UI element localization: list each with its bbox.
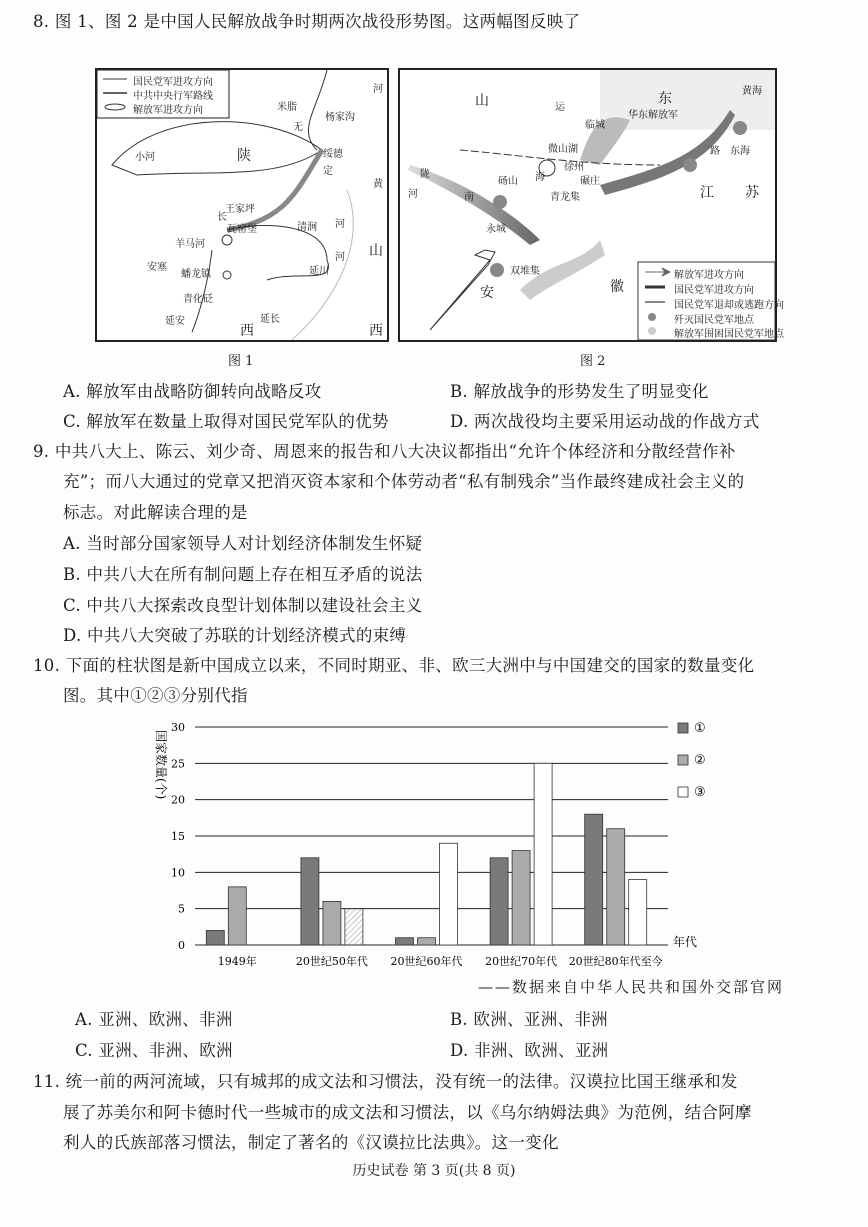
- place-label: 双堆集: [510, 266, 540, 277]
- bar-①-3: [490, 858, 508, 945]
- place-label: 清涧: [297, 222, 317, 233]
- place-label: 南: [464, 192, 474, 203]
- q9-option-c[interactable]: C. 中共八大探索改良型计划体制以建设社会主义: [63, 596, 423, 615]
- legend-2-item: 歼灭国民党军地点: [674, 315, 754, 326]
- place-label: 黄海: [742, 86, 762, 97]
- q9-stem-line: 充”；而八大通过的党章又把消灭资本家和个体劳动者“私有制残余”当作最终建成社会主义的: [63, 472, 745, 491]
- bar-①-4: [585, 814, 603, 945]
- chart-source: ——数据来自中华人民共和国外交部官网: [478, 978, 785, 996]
- bar-②-4: [607, 829, 625, 945]
- q10-stem-line: 10. 下面的柱状图是新中国成立以来，不同时期亚、非、欧三大洲中与中国建交的国家的数量变化: [33, 656, 755, 675]
- place-label: 安: [480, 285, 494, 301]
- place-label: 碾庄: [580, 176, 600, 187]
- legend-1-item: 中共中央行军路线: [133, 91, 213, 102]
- place-label: 徐州: [564, 162, 584, 173]
- q10-option-b[interactable]: B. 欧洲、亚洲、非洲: [450, 1010, 608, 1029]
- place-label: 小河: [135, 152, 155, 163]
- legend-2-item: 国民党军进攻方向: [674, 285, 754, 296]
- y-tick-label: 10: [171, 866, 185, 880]
- place-label: 永城: [486, 224, 506, 235]
- place-label: 无: [293, 122, 303, 133]
- legend-2-item: 解放军围困国民党军地点: [674, 329, 784, 340]
- bar-②-3: [512, 851, 530, 945]
- bar-chart: [0, 710, 868, 990]
- legend-1-item: 国民党军进攻方向: [133, 77, 213, 88]
- place-label: 山: [475, 93, 489, 109]
- bar-①-2: [396, 938, 414, 945]
- place-label: 东海: [730, 146, 750, 157]
- q8-option-d[interactable]: D. 两次战役均主要采用运动战的作战方式: [450, 412, 760, 431]
- place-label: 河: [335, 219, 345, 230]
- q10-option-d[interactable]: D. 非洲、欧洲、亚洲: [450, 1041, 609, 1060]
- place-label: 陕: [237, 148, 251, 164]
- q9-option-b[interactable]: B. 中共八大在所有制问题上存在相互矛盾的说法: [63, 565, 423, 584]
- x-tick-label: 20世纪50年代: [295, 955, 368, 968]
- legend-1-item: 解放军进攻方向: [133, 105, 203, 116]
- place-label: 青龙集: [550, 192, 580, 203]
- place-label: 延安: [165, 316, 185, 327]
- place-label: 山: [369, 243, 383, 259]
- place-label: 陇: [420, 169, 430, 180]
- y-axis-label: 国家数量(个): [154, 730, 168, 800]
- y-tick-label: 0: [178, 939, 185, 952]
- place-label: 王家坪: [225, 204, 255, 215]
- legend-label: ②: [694, 753, 706, 768]
- y-tick-label: 30: [171, 721, 185, 734]
- place-label: 安塞: [147, 262, 167, 273]
- place-label: 延川: [309, 266, 329, 277]
- q9-stem-line: 9. 中共八大上、陈云、刘少奇、周恩来的报告和八大决议都指出“允许个体经济和分散经营作补: [33, 442, 736, 461]
- page-footer: 历史试卷 第 3 页(共 8 页): [352, 1163, 516, 1179]
- q9-option-d[interactable]: D. 中共八大突破了苏联的计划经济模式的束缚: [63, 626, 407, 645]
- place-label: 砀山: [498, 176, 518, 187]
- q10-option-a[interactable]: A. 亚洲、欧洲、非洲: [75, 1010, 233, 1029]
- q10-option-c[interactable]: C. 亚洲、非洲、欧洲: [75, 1041, 233, 1060]
- place-label: 西: [240, 323, 254, 339]
- legend-label: ③: [694, 785, 706, 800]
- place-label: 米脂: [277, 102, 297, 113]
- place-label: 绥德: [323, 149, 343, 160]
- y-tick-label: 5: [178, 902, 185, 916]
- x-tick-label: 20世纪80年代至今: [568, 955, 663, 968]
- q8-option-b[interactable]: B. 解放战争的形势发生了明显变化: [450, 382, 709, 401]
- place-label: 东: [658, 91, 672, 107]
- place-label: 西: [369, 323, 383, 339]
- bar-③-1: [345, 909, 363, 945]
- legend-2-item: 解放军进攻方向: [674, 270, 744, 281]
- x-tick-label: 1949年: [217, 955, 257, 968]
- q8-stem: 8. 图 1、图 2 是中国人民解放战争时期两次战役形势图。这两幅图反映了: [33, 12, 581, 31]
- legend-swatch: [678, 755, 688, 765]
- q11-stem-line: 展了苏美尔和阿卡德时代一些城市的成文法和习惯法，以《乌尔纳姆法典》为范例，结合阿摩: [63, 1103, 752, 1122]
- place-label: 黄: [373, 179, 383, 190]
- place-label: 延长: [260, 314, 280, 325]
- place-label: 江: [700, 185, 714, 201]
- bar-②-1: [323, 901, 341, 945]
- q9-option-a[interactable]: A. 当时部分国家领导人对计划经济体制发生怀疑: [63, 534, 423, 553]
- bar-①-1: [301, 858, 319, 945]
- place-label: 河: [373, 84, 383, 95]
- x-tick-label: 20世纪70年代: [485, 955, 558, 968]
- legend-swatch: [678, 723, 688, 733]
- figure-1-caption: 图 1: [228, 354, 254, 369]
- bar-③-2: [440, 843, 458, 945]
- y-tick-label: 25: [171, 757, 185, 771]
- place-label: 蟠龙镇: [181, 269, 211, 280]
- figure-2-caption: 图 2: [580, 354, 606, 369]
- place-label: 河: [408, 189, 418, 200]
- place-label: 羊马河: [175, 239, 205, 250]
- place-label: 临城: [585, 120, 605, 131]
- q10-stem-line: 图。其中①②③分别代指: [63, 686, 248, 705]
- q11-stem-line: 利人的氏族部落习惯法，制定了著名的《汉谟拉比法典》。这一变化: [63, 1133, 559, 1152]
- place-label: 杨家沟: [325, 112, 355, 123]
- place-label: 海: [535, 172, 545, 183]
- legend-label: ①: [694, 721, 706, 736]
- place-label: 河: [335, 252, 345, 263]
- q8-option-c[interactable]: C. 解放军在数量上取得对国民党军队的优势: [63, 412, 389, 431]
- legend-2-item: 国民党军退却或逃跑方向: [674, 300, 784, 311]
- place-label: 苏: [745, 185, 759, 201]
- place-label: 徽: [610, 279, 624, 295]
- place-label: 运: [555, 102, 565, 113]
- place-label: 华东解放军: [628, 110, 678, 121]
- place-label: 路: [710, 146, 720, 157]
- x-axis-label: 年代: [673, 935, 698, 949]
- bar-③-4: [629, 880, 647, 945]
- q8-option-a[interactable]: A. 解放军由战略防御转向战略反攻: [63, 382, 322, 401]
- bar-③-3: [534, 763, 552, 945]
- place-label: 青化砭: [183, 294, 213, 305]
- place-label: 瓦窑堡: [227, 224, 257, 235]
- bar-②-2: [418, 938, 436, 945]
- figure-2-map: [398, 68, 784, 342]
- place-label: 定: [323, 166, 333, 177]
- place-label: 微山湖: [548, 144, 578, 155]
- q11-stem-line: 11. 统一前的两河流域，只有城邦的成文法和习惯法，没有统一的法律。汉谟拉比国王继承和发: [33, 1072, 738, 1091]
- legend-swatch: [678, 787, 688, 797]
- place-label: 长: [217, 212, 227, 223]
- figure-1-map: [95, 68, 389, 342]
- bar-①-0: [206, 930, 224, 945]
- bar-②-0: [228, 887, 246, 945]
- x-tick-label: 20世纪60年代: [390, 955, 463, 968]
- q9-stem-line: 标志。对此解读合理的是: [63, 503, 248, 522]
- y-tick-label: 15: [171, 830, 185, 843]
- y-tick-label: 20: [171, 793, 185, 807]
